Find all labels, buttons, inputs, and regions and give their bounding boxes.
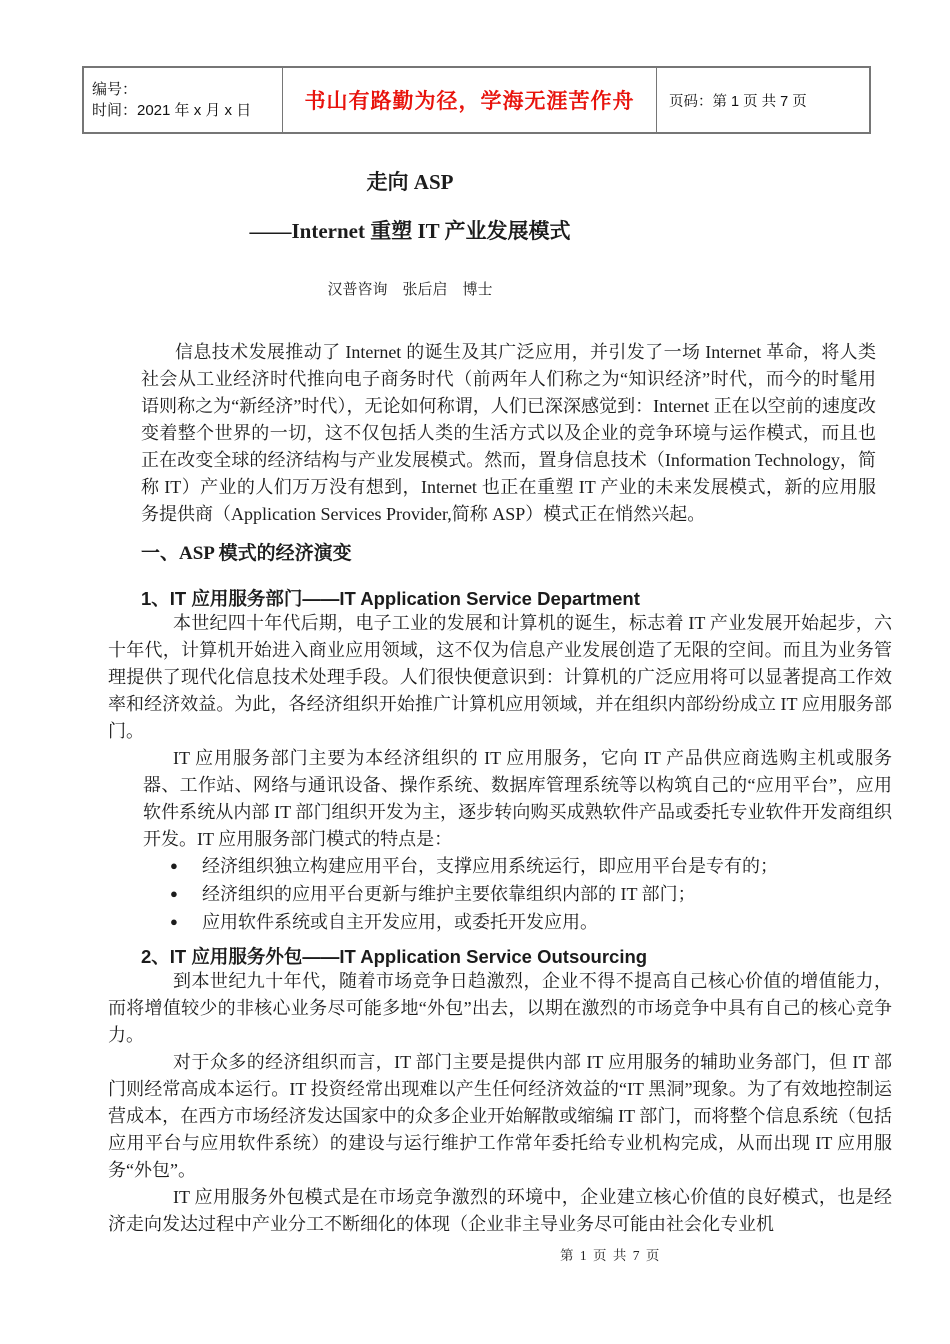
bullet-icon: ● — [170, 914, 178, 929]
header-page-cell — [656, 68, 873, 132]
bullet-icon: ● — [170, 858, 178, 873]
footer-page-number: 第 1 页 共 7 页 — [560, 1248, 661, 1263]
intro-paragraph: 信息技术发展推动了 Internet 的诞生及其广泛应用，并引发了一场 Internet 革命，将人类社会从工业经济时代推向电子商务时代（前两年人们称之为“知识经济”时代，而今的时髦用语则称之为“新经济”时代），无论如何称谓，人们已深深感觉到：Internet 正在以空前的速度改变着整个世界的一切，这不仅包括人类的生活方式以及企业的竞争环境与运作模式，而且也正在改变全球的经济结构与产业发展模式。然而，置身信息技术（Information Technology，简称 IT）产业的人们万万没有想到，Internet 也正在重塑 IT 产业的未来发展模式，新的应用服务提供商（Application Services Provider,简称 ASP）模式正在悄然兴起。 — [141, 342, 876, 524]
header-page-label: 页码：第 1 页 共 7 页 — [669, 93, 807, 110]
list-item — [170, 853, 892, 881]
list-item — [170, 909, 892, 937]
list-item — [170, 881, 892, 909]
subsection-2-paragraph-3: IT 应用服务外包模式是在市场竞争激烈的环境中，企业建立核心价值的良好模式，也是经济走向发达过程中产业分工不断细化的体现（企业非主导业务尽可能由社会化专业机 — [108, 1187, 892, 1234]
author-line: 汉普咨询 张后启 博士 — [327, 282, 493, 298]
subsection-1-paragraph-2: IT 应用服务部门主要为本经济组织的 IT 应用服务，它向 IT 产品供应商选购主机或服务器、工作站、网络与通讯设备、操作系统、数据库管理系统等以构筑自己的“应用平台”，应用软件系统从内部 IT 部门组织开发为主，逐步转向购买成熟软件产品或委托专业软件开发商组织开发。IT 应用服务部门模式的特点是： — [143, 748, 892, 849]
subsection-2-paragraph-1: 到本世纪九十年代，随着市场竞争日趋激烈，企业不得不提高自己核心价值的增值能力，而将增值较少的非核心业务尽可能多地“外包”出去，以期在激烈的市场竞争中具有自己的核心竞争力。 — [108, 971, 892, 1045]
page-subtitle: ——Internet 重塑 IT 产业发展模式 — [249, 219, 571, 243]
header-table — [82, 66, 871, 134]
subsection-2-paragraph-2: 对于众多的经济组织而言，IT 部门主要是提供内部 IT 应用服务的辅助业务部门，但 IT 部门则经常高成本运行。IT 投资经常出现难以产生任何经济效益的“IT 黑洞”现象。为了有效地控制运营成本，在西方市场经济发达国家中的众多企业开始解散或缩编 IT 部门，而将整个信息系统（包括应用平台与应用软件系统）的建设与运行维护工作常年委托给专业机构完成，从而出现 IT 应用服务“外包”。 — [108, 1052, 892, 1180]
header-motto: 书山有路勤为径，学海无涯苦作舟 — [304, 90, 635, 113]
doc-number-label: 编号： — [92, 81, 138, 98]
feature-list — [108, 853, 892, 937]
list-item-text: 经济组织的应用平台更新与维护主要依靠组织内部的 IT 部门； — [202, 884, 696, 904]
section-1-heading: 一、ASP 模式的经济演变 — [141, 543, 352, 564]
list-item-text: 经济组织独立构建应用平台，支撑应用系统运行，即应用平台是专有的； — [202, 856, 778, 876]
bullet-icon: ● — [170, 886, 178, 901]
doc-time-label: 时间：2021 年 x 月 x 日 — [92, 102, 252, 119]
header-meta-cell — [84, 68, 282, 132]
page-title: 走向 ASP — [366, 170, 454, 194]
header-motto-cell — [282, 68, 656, 132]
title-block — [108, 170, 712, 301]
list-item-text: 应用软件系统或自主开发应用，或委托开发应用。 — [202, 912, 598, 932]
subsection-2-heading: 2、IT 应用服务外包——IT Application Service Outsourcing — [141, 946, 648, 967]
subsection-1-heading: 1、IT 应用服务部门——IT Application Service Department — [141, 588, 640, 609]
subsection-1-paragraph-1: 本世纪四十年代后期，电子工业的发展和计算机的诞生，标志着 IT 产业发展开始起步，六十年代，计算机开始进入商业应用领域，这不仅为信息产业发展创造了无限的空间。而且为业务管理提供了现代化信息技术处理手段。人们很快便意识到：计算机的广泛应用将可以显著提高工作效率和经济效益。为此，各经济组织开始推广计算机应用领域，并在组织内部纷纷成立 IT 应用服务部门。 — [108, 613, 892, 741]
